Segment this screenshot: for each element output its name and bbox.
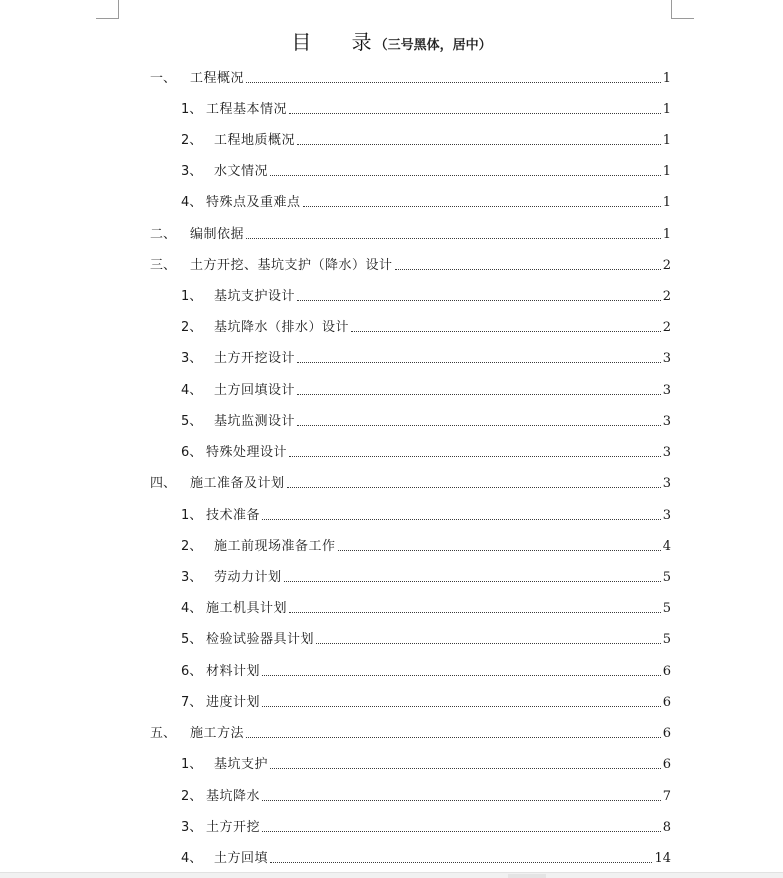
toc-entry-number: 4、 [181,851,203,866]
toc-entry-page: 6 [662,757,671,772]
toc-leader-dots [395,269,661,270]
toc-entry-number: 1、 [181,508,203,523]
toc-entry-number: 2、 [181,539,203,554]
toc-entry-text: 土方开挖 [206,820,261,835]
toc-row-section[interactable] [181,127,671,149]
toc-entry-text: 土方开挖设计 [214,351,296,366]
toc-entry-number: 3、 [181,351,203,366]
toc-row-section[interactable] [181,595,671,617]
toc-entry-text: 水文情况 [214,164,269,179]
toc-entry-text: 施工前现场准备工作 [214,539,336,554]
toc-entry-number: 1、 [181,757,203,772]
toc-leader-dots [289,612,661,613]
toc-row-section[interactable] [181,564,671,586]
toc-row-section[interactable] [181,783,671,805]
toc-leader-dots [351,331,661,332]
toc-entry-page: 1 [662,164,671,179]
toc-title-note: （三号黑体，居中） [374,38,492,53]
toc-entry-text: 基坑支护设计 [214,289,296,304]
toc-entry-text: 基坑支护 [214,757,269,772]
toc-entry-page: 6 [662,726,671,741]
toc-title-main: 目 录 [291,30,389,54]
toc-entry-text: 工程地质概况 [214,133,296,148]
toc-entry-text: 基坑降水（排水）设计 [214,320,350,335]
toc-entry-number: 1、 [181,102,203,117]
toc-entry-page: 4 [662,539,671,554]
toc-row-section[interactable] [181,626,671,648]
toc-leader-dots [262,831,661,832]
toc-entry-text: 工程概况 [190,71,245,86]
toc-leader-dots [316,643,661,644]
toc-entry-text: 土方开挖、基坑支护（降水）设计 [190,258,393,273]
toc-row-chapter[interactable] [150,65,671,87]
toc-row-chapter[interactable] [150,252,671,274]
toc-leader-dots [270,862,652,863]
toc-row-section[interactable] [181,845,671,867]
toc-row-section[interactable] [181,408,671,430]
toc-entry-page: 3 [662,414,671,429]
toc-leader-dots [297,394,661,395]
toc-entry-text: 施工方法 [190,726,245,741]
toc-leader-dots [262,706,661,707]
toc-entry-number: 5、 [181,414,203,429]
toc-entry-text: 土方回填设计 [214,383,296,398]
toc-leader-dots [297,362,661,363]
toc-row-section[interactable] [181,814,671,836]
toc-row-section[interactable] [181,96,671,118]
toc-leader-dots [297,144,661,145]
toc-row-chapter[interactable] [150,470,671,492]
toc-entry-page: 1 [662,133,671,148]
toc-entry-page: 8 [662,820,671,835]
toc-leader-dots [262,800,661,801]
toc-row-section[interactable] [181,689,671,711]
toc-entry-number: 二、 [150,227,177,242]
toc-row-section[interactable] [181,189,671,211]
toc-entry-text: 施工准备及计划 [190,476,285,491]
toc-entry-page: 7 [662,789,671,804]
toc-row-section[interactable] [181,751,671,773]
toc-leader-dots [270,175,661,176]
toc-entry-page: 6 [662,695,671,710]
toc-entry-number: 四、 [150,476,177,491]
toc-row-section[interactable] [181,345,671,367]
toc-leader-dots [262,519,661,520]
toc-row-section[interactable] [181,158,671,180]
toc-leader-dots [246,238,661,239]
toc-entry-number: 6、 [181,445,203,460]
page-bottom-edge [0,872,783,878]
toc-entry-page: 5 [662,601,671,616]
toc-leader-dots [289,113,661,114]
toc-row-section[interactable] [181,533,671,555]
toc-leader-dots [287,487,661,488]
page-bottom-marker [508,874,546,878]
toc-entry-number: 6、 [181,664,203,679]
toc-entry-text: 特殊点及重难点 [206,195,301,210]
toc-entry-text: 材料计划 [206,664,261,679]
toc-entry-text: 工程基本情况 [206,102,288,117]
toc-entry-number: 三、 [150,258,177,273]
toc-leader-dots [270,768,661,769]
toc-leader-dots [246,737,661,738]
toc-entry-page: 1 [662,195,671,210]
toc-row-section[interactable] [181,377,671,399]
toc-row-chapter[interactable] [150,720,671,742]
toc-entry-number: 3、 [181,570,203,585]
toc-entry-page: 1 [662,102,671,117]
toc-entry-text: 检验试验器具计划 [206,632,315,647]
toc-entry-page: 2 [662,320,671,335]
toc-entry-text: 进度计划 [206,695,261,710]
toc-entry-number: 3、 [181,820,203,835]
toc-entry-page: 3 [662,383,671,398]
toc-leader-dots [303,206,661,207]
toc-entry-page: 1 [662,71,671,86]
toc-leader-dots [246,82,661,83]
toc-entry-page: 3 [662,476,671,491]
toc-row-section[interactable] [181,439,671,461]
toc-entry-page: 3 [662,445,671,460]
toc-entry-number: 2、 [181,320,203,335]
toc-entry-page: 1 [662,227,671,242]
toc-entry-page: 3 [662,508,671,523]
toc-entry-text: 基坑监测设计 [214,414,296,429]
toc-entry-page: 3 [662,351,671,366]
toc-leader-dots [284,581,661,582]
toc-entry-text: 编制依据 [190,227,245,242]
toc-entry-number: 3、 [181,164,203,179]
toc-entry-page: 2 [662,258,671,273]
toc-row-section[interactable] [181,502,671,524]
toc-entry-number: 一、 [150,71,177,86]
toc-row-section[interactable] [181,658,671,680]
toc-entry-number: 7、 [181,695,203,710]
toc-entry-text: 基坑降水 [206,789,261,804]
toc-row-chapter[interactable] [150,221,671,243]
toc-entry-number: 五、 [150,726,177,741]
toc-row-section[interactable] [181,314,671,336]
toc-row-section[interactable] [181,283,671,305]
toc-entry-text: 施工机具计划 [206,601,288,616]
toc-entry-text: 技术准备 [206,508,261,523]
toc-leader-dots [297,300,661,301]
toc-leader-dots [297,425,661,426]
toc-entry-page: 6 [662,664,671,679]
toc-leader-dots [338,550,661,551]
toc-entry-page: 5 [662,632,671,647]
toc-entry-text: 劳动力计划 [214,570,282,585]
toc-leader-dots [289,456,661,457]
toc-entry-page: 14 [654,851,671,866]
toc-entry-number: 2、 [181,133,203,148]
toc-entry-text: 土方回填 [214,851,269,866]
toc-entry-number: 5、 [181,632,203,647]
toc-entry-text: 特殊处理设计 [206,445,288,460]
toc-entry-number: 2、 [181,789,203,804]
toc-entry-number: 4、 [181,601,203,616]
toc-entry-page: 2 [662,289,671,304]
toc-entry-number: 1、 [181,289,203,304]
toc-entry-page: 5 [662,570,671,585]
toc-leader-dots [262,675,661,676]
toc-entry-number: 4、 [181,383,203,398]
toc-entry-number: 4、 [181,195,203,210]
